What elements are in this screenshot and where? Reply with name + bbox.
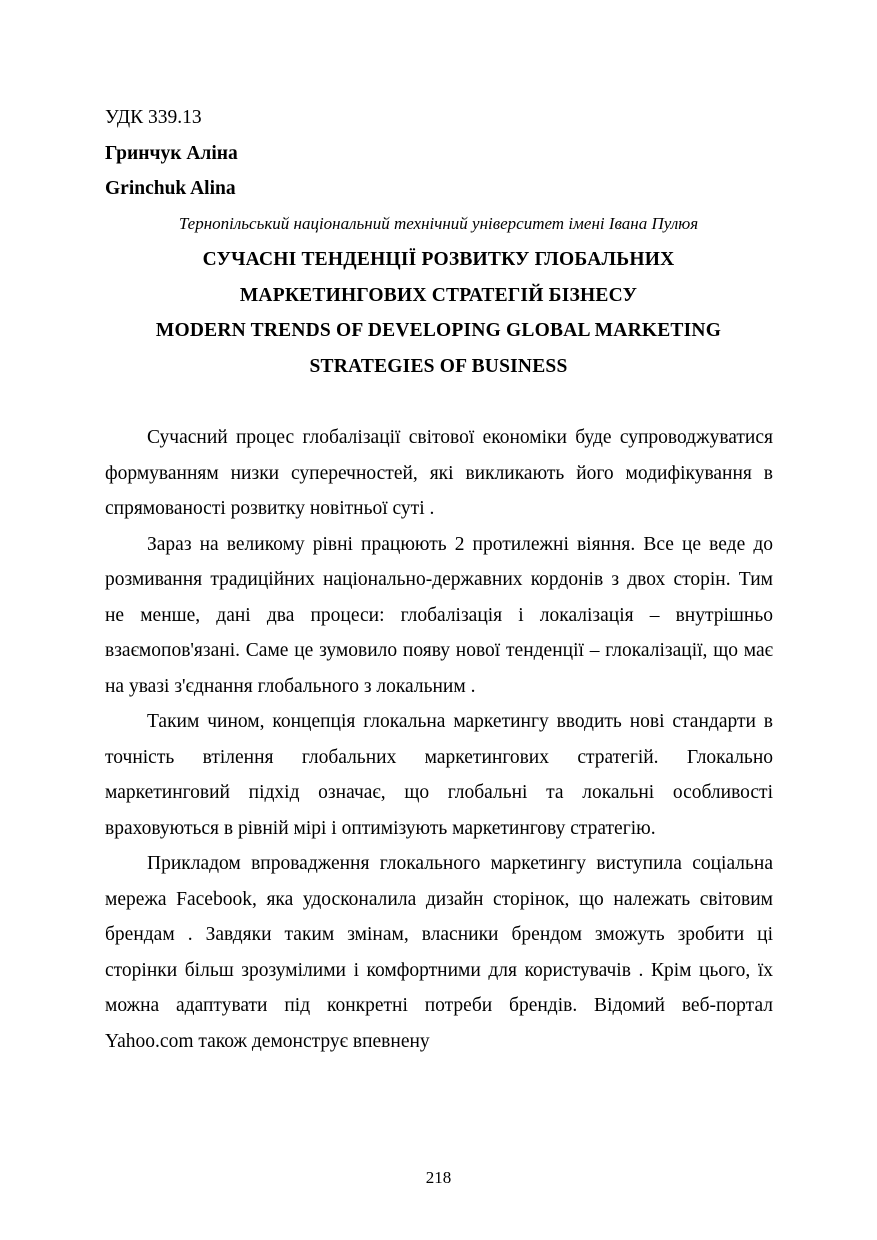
article-body [105, 420, 773, 1059]
paragraph: Прикладом впровадження глокального маркетингу виступила соціальна мережа Facebook, яка удосконалила дизайн сторінок, що належать світовим брендам . Завдяки таким змінам, власники брендом зможуть зробити ці сторінки більш зрозумілими і комфортними для користувачів . Крім цього, їх можна адаптувати під конкретні потреби брендів. Відомий веб-портал Yahoo.com також демонструє впевнену [105, 853, 773, 1052]
page-number: 218 [425, 1168, 452, 1187]
title-ua-line-1: СУЧАСНІ ТЕНДЕНЦІЇ РОЗВИТКУ ГЛОБАЛЬНИХ [202, 249, 675, 270]
title-en-line-2: STRATEGIES OF BUSINESS [309, 356, 568, 377]
udk-code: УДК 339.13 [105, 107, 202, 128]
title-en-line-1: MODERN TRENDS OF DEVELOPING GLOBAL MARKETING [155, 320, 722, 341]
title-ua-line-2: МАРКЕТИНГОВИХ СТРАТЕГІЙ БІЗНЕСУ [239, 285, 638, 306]
author-name-en: Grinchuk Alina [105, 178, 236, 199]
paragraph: Зараз на великому рівні працюють 2 протилежні віяння. Все це веде до розмивання традиційних національно-державних кордонів з двох сторін. Тим не менше, дані два процеси: глобалізація і локалізація – внутрішньо взаємопов'язані. Саме це зумовило появу нової тенденції – глокалізації, що має на увазі з'єднання глобального з локальним . [105, 533, 773, 697]
paragraph: Сучасний процес глобалізації світової економіки буде супроводжуватися формуванням низки суперечностей, які викликають його модифікування в спрямованості розвитку новітньої суті . [105, 427, 773, 519]
paragraph: Таким чином, концепція глокальна маркетингу вводить нові стандарти в точність втілення глобальних маркетингових стратегій. Глокально маркетинговий підхід означає, що глобальні та локальні особливості враховуються в рівній мірі і оптимізують маркетингову стратегію. [105, 711, 773, 839]
affiliation: Тернопільський національний технічний університет імені Івана Пулюя [178, 214, 699, 233]
author-name-ua: Гринчук Аліна [105, 143, 238, 164]
